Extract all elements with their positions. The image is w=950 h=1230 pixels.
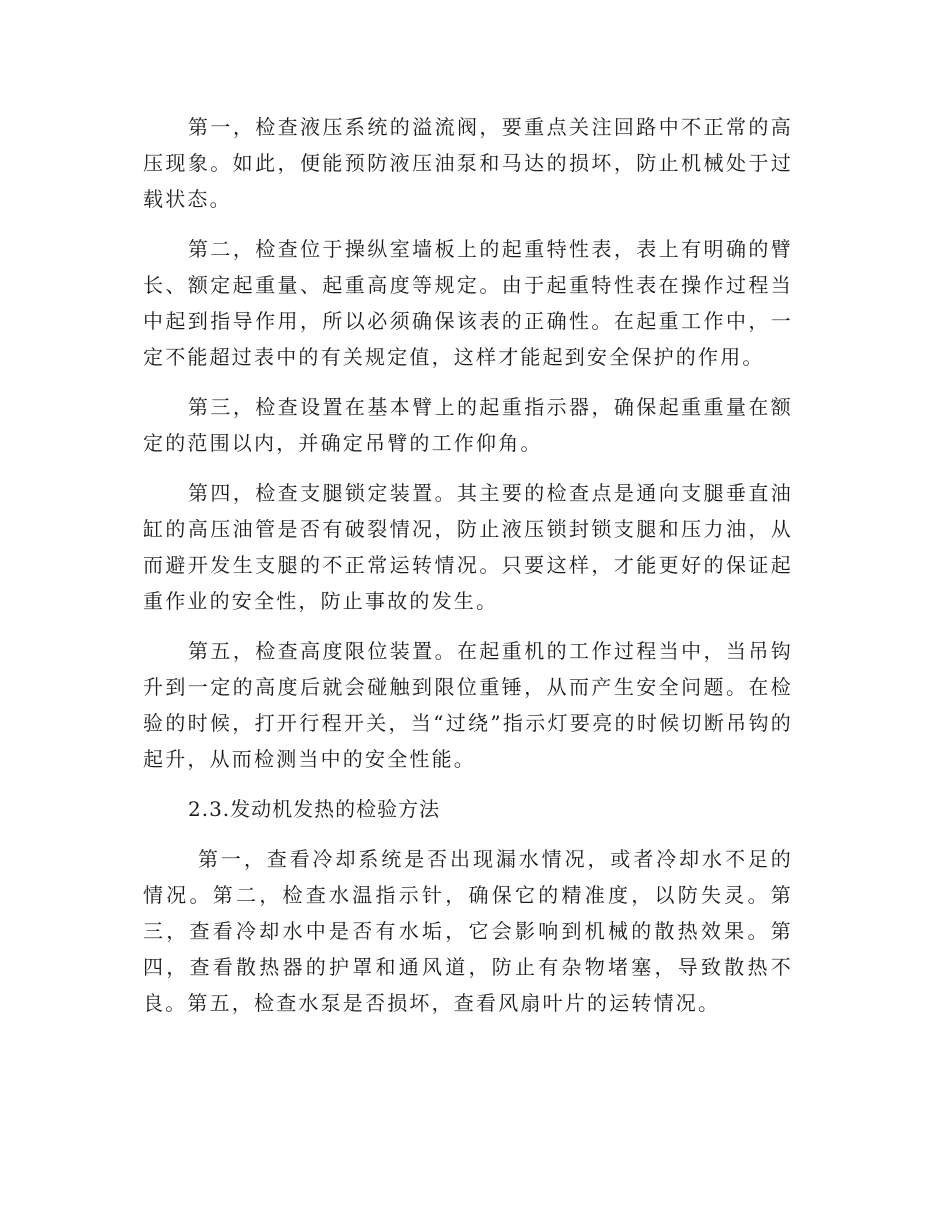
paragraph-4: 第四，检查支腿锁定装置。其主要的检查点是通向支腿垂直油缸的高压油管是否有破裂情况，防止液压锁封锁支腿和压力油，从而避开发生支腿的不正常运转情况。只要这样，才能更好的保证起重作业的安全性，防止事故的发生。 xyxy=(143,481,793,613)
document-body xyxy=(143,109,793,1035)
paragraph-6: 第一，查看冷却系统是否出现漏水情况，或者冷却水不足的情况。第二，检查水温指示针，确保它的精准度，以防失灵。第三，查看冷却水中是否有水垢，它会影响到机械的散热效果。第四，查看散热器的护罩和通风道，防止有杂物堵塞，导致散热不良。第五，检查水泵是否损坏，查看风扇叶片的运转情况。 xyxy=(143,847,793,1015)
paragraph-3: 第三，检查设置在基本臂上的起重指示器，确保起重重量在额定的范围以内，并确定吊臂的工作仰角。 xyxy=(143,395,793,455)
paragraph-5: 第五，检查高度限位装置。在起重机的工作过程当中，当吊钩升到一定的高度后就会碰触到限位重锤，从而产生安全问题。在检验的时候，打开行程开关，当“过绕”指示灯要亮的时候切断吊钩的起升，从而检测当中的安全性能。 xyxy=(143,639,793,771)
paragraph-2: 第二，检查位于操纵室墙板上的起重特性表，表上有明确的臂长、额定起重量、起重高度等规定。由于起重特性表在操作过程当中起到指导作用，所以必须确保该表的正确性。在起重工作中，一定不能超过表中的有关规定值，这样才能起到安全保护的作用。 xyxy=(143,237,793,369)
section-heading: 2.3.发动机发热的检验方法 xyxy=(188,797,441,821)
paragraph-1: 第一，检查液压系统的溢流阀，要重点关注回路中不正常的高压现象。如此，便能预防液压油泵和马达的损坏，防止机械处于过载状态。 xyxy=(143,115,793,211)
